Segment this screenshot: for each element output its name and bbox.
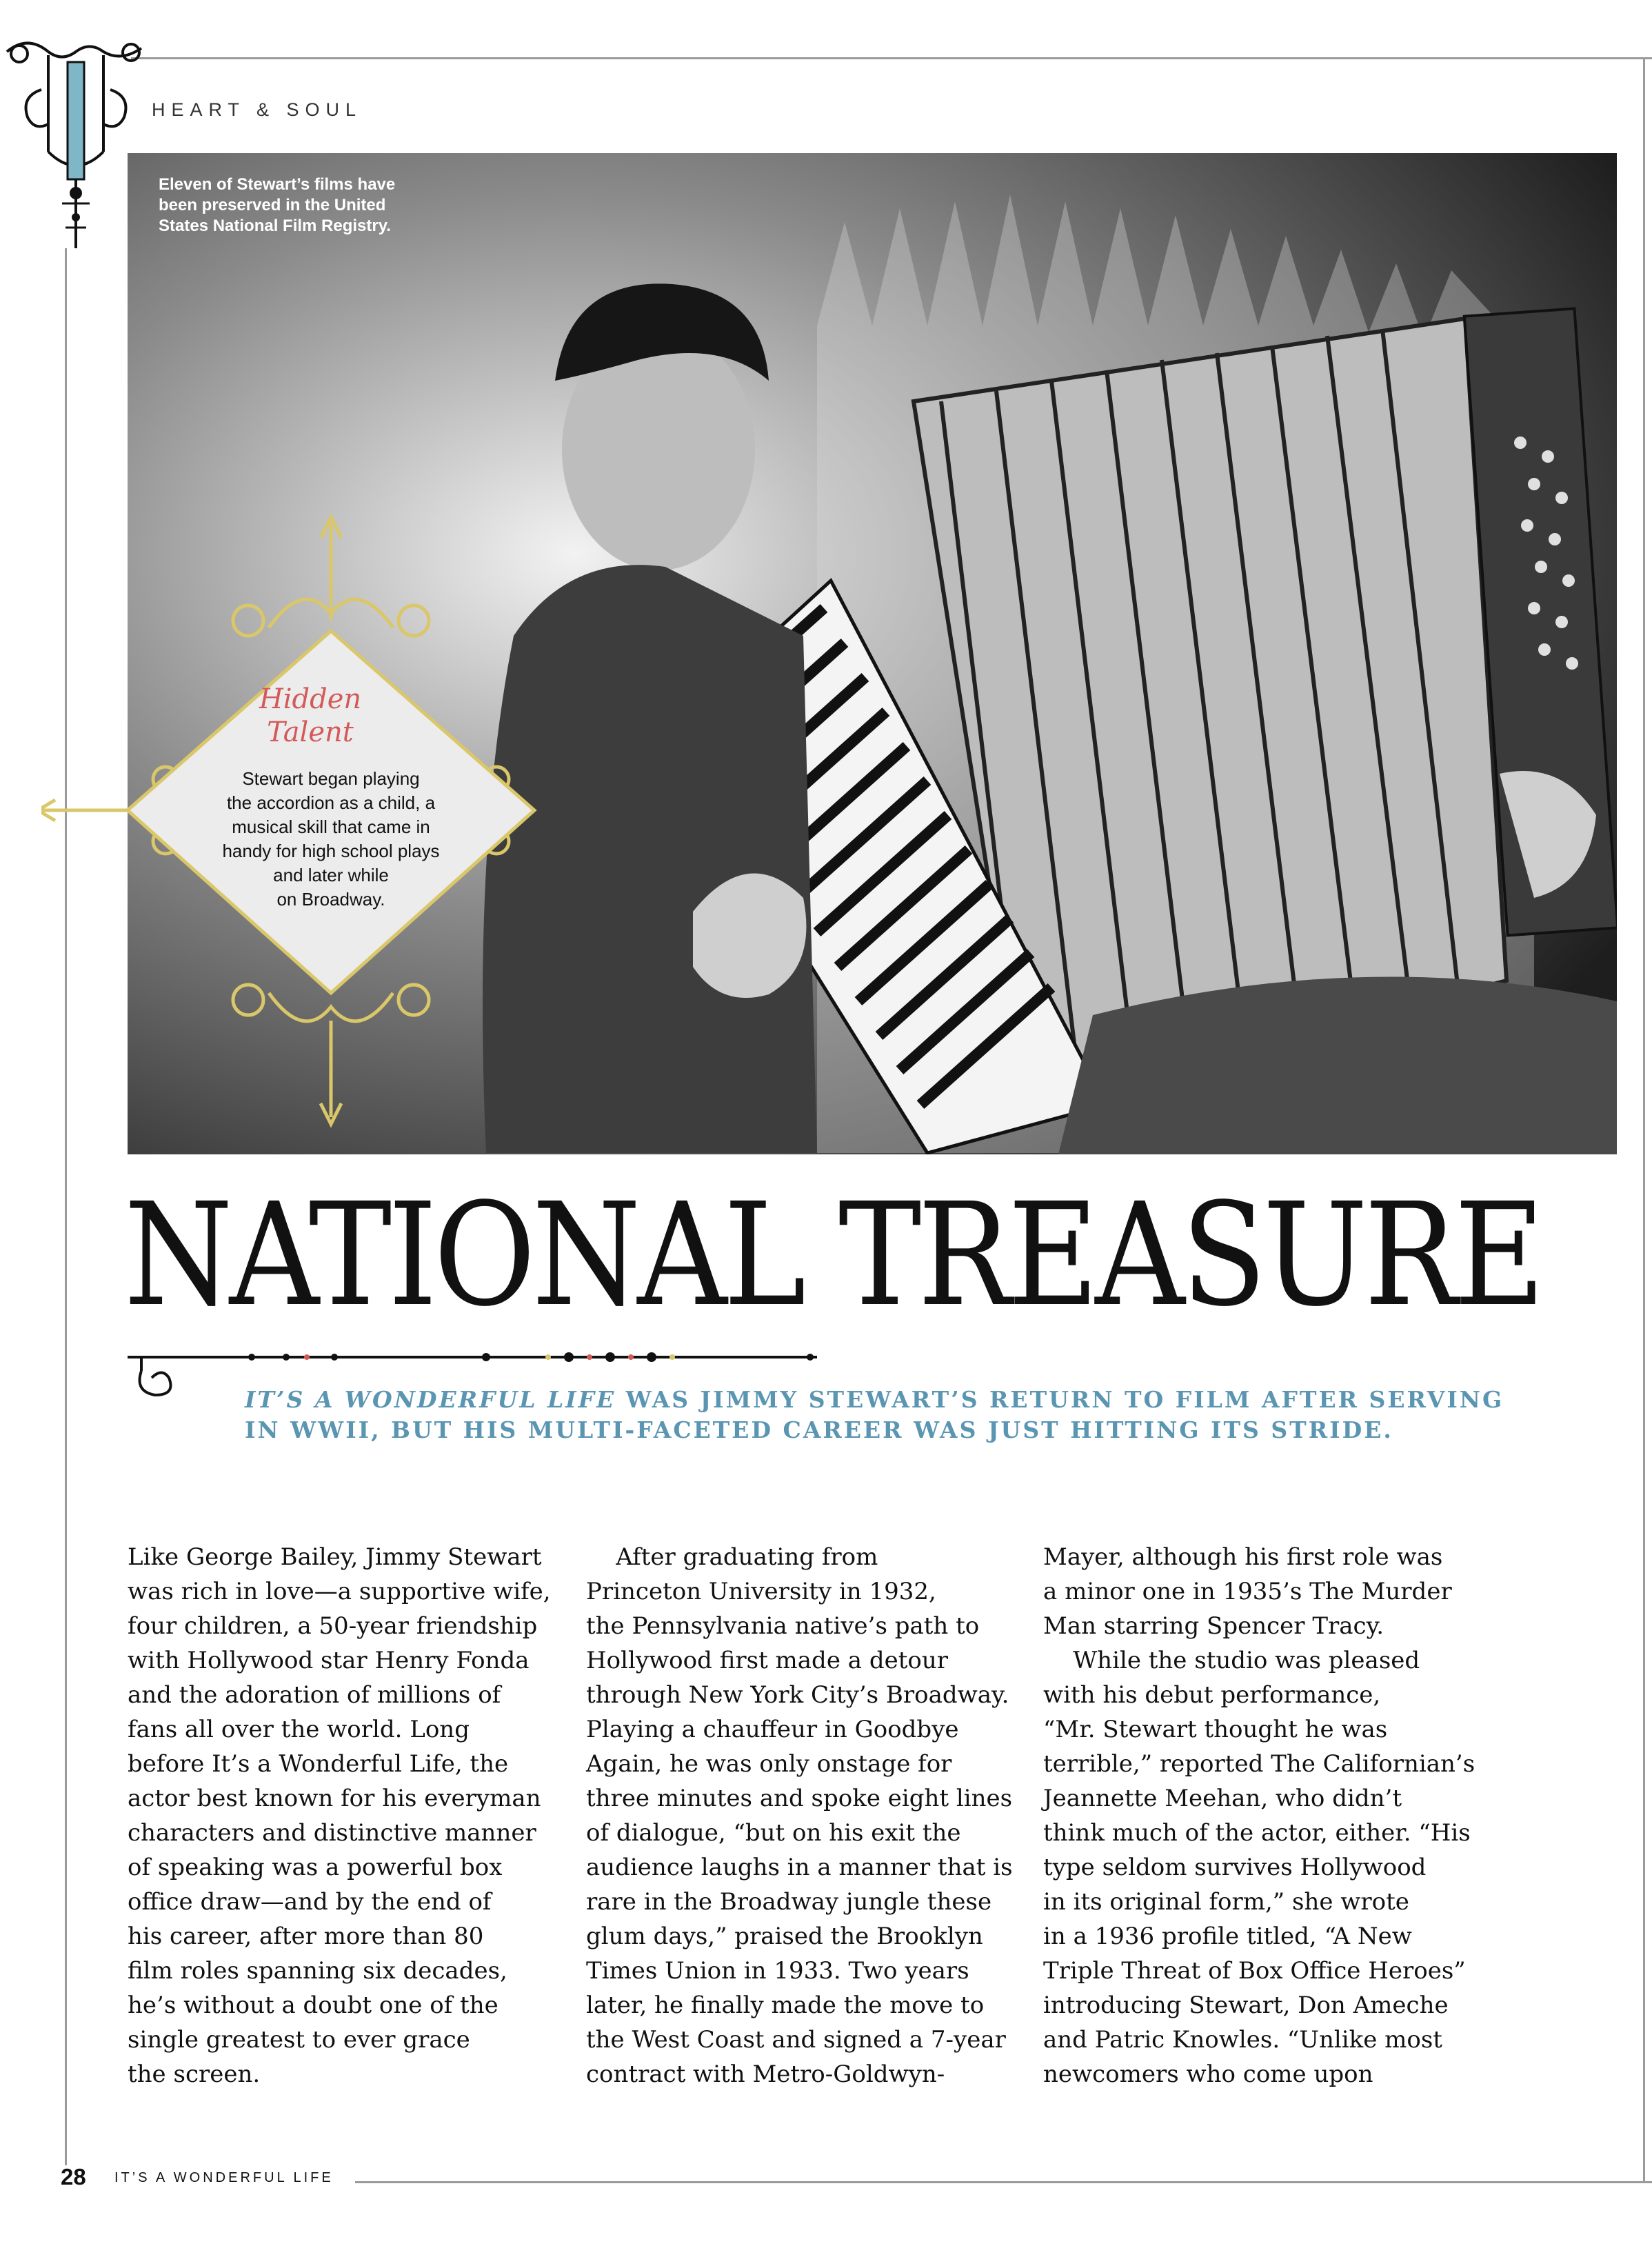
body-line: While the studio was pleased [1043, 1647, 1420, 1674]
body-line: type seldom survives Hollywood [1043, 1854, 1427, 1881]
bottom-rule [355, 2181, 1652, 2183]
body-line: Jeannette Meehan, who didn’t [1043, 1785, 1402, 1812]
body-line: introducing Stewart, Don Ameche [1043, 1992, 1449, 2019]
folio-title: IT’S A WONDERFUL LIFE [114, 2170, 334, 2185]
body-line: and the adoration of millions of [128, 1681, 501, 1709]
body-line: “Mr. Stewart thought he was [1043, 1716, 1388, 1743]
body-line: Man starring Spencer Tracy. [1043, 1612, 1384, 1640]
photo-caption: Eleven of Stewart’s films have been preserved in the United States National Film Registry. [159, 175, 396, 235]
body-line: Times Union in 1933. Two years [586, 1957, 969, 1985]
sidebar-title [207, 683, 414, 749]
sidebar-text-line: musical skill that came in [232, 816, 430, 837]
body-line: with his debut performance, [1043, 1681, 1381, 1709]
body-line: through New York City’s Broadway. [586, 1681, 1009, 1709]
body-line: later, he finally made the move to [586, 1992, 985, 2019]
body-column-3 [1043, 1540, 1475, 2092]
body-line: Princeton University in 1932, [586, 1578, 936, 1605]
body-line: rare in the Broadway jungle these [586, 1888, 992, 1916]
body-line: before It’s a Wonderful Life, the [128, 1750, 509, 1778]
deck [245, 1385, 1541, 1445]
body-line: film roles spanning six decades, [128, 1957, 507, 1985]
body-line: the West Coast and signed a 7-year [586, 2026, 1006, 2054]
body-line: glum days,” praised the Brooklyn [586, 1923, 983, 1950]
body-line: a minor one in 1935’s The Murder [1043, 1578, 1452, 1605]
body-line: terrible,” reported The Californian’s [1043, 1750, 1475, 1778]
body-line: was rich in love—a supportive wife, [128, 1578, 551, 1605]
top-rule [131, 57, 1652, 59]
body-column-1 [128, 1540, 555, 2092]
body-line: newcomers who come upon [1043, 2060, 1373, 2088]
body-line: actor best known for his everyman [128, 1785, 541, 1812]
body-line: contract with Metro-Goldwyn- [586, 2060, 945, 2088]
body-line: of dialogue, “but on his exit the [586, 1819, 961, 1847]
sidebar-text-line: the accordion as a child, a [226, 792, 436, 813]
sidebar-text-line: handy for high school plays [222, 841, 440, 861]
sidebar-text [193, 767, 469, 912]
body-line: four children, a 50-year friendship [128, 1612, 538, 1640]
body-line: he’s without a doubt one of the [128, 1992, 498, 2019]
body-line: characters and distinctive manner [128, 1819, 536, 1847]
sidebar-text-line: and later while [273, 865, 389, 885]
body-line: of speaking was a powerful box [128, 1854, 503, 1881]
headline: NATIONAL TREASURE [124, 1172, 1542, 1338]
body-line: office draw—and by the end of [128, 1888, 492, 1916]
body-line: the Pennsylvania native’s path to [586, 1612, 980, 1640]
body-line: his career, after more than 80 [128, 1923, 484, 1950]
body-line: think much of the actor, either. “His [1043, 1819, 1471, 1847]
body-line: three minutes and spoke eight lines [586, 1785, 1013, 1812]
section-label: HEART & SOUL [152, 99, 363, 120]
body-line: Mayer, although his first role was [1043, 1543, 1443, 1571]
body-line: Triple Threat of Box Office Heroes” [1043, 1957, 1466, 1985]
body-line: audience laughs in a manner that is [586, 1854, 1013, 1881]
body-line: single greatest to ever grace [128, 2026, 470, 2054]
body-line: Again, he was only onstage for [586, 1750, 952, 1778]
page-number: 28 [61, 2164, 86, 2189]
deck-italic: IT’S A WONDERFUL LIFE [245, 1386, 616, 1413]
body-line: and Patric Knowles. “Unlike most [1043, 2026, 1442, 2054]
sidebar-title-line: Talent [267, 716, 354, 748]
sidebar-title-line: Hidden [259, 683, 362, 715]
sidebar-text-line: Stewart began playing [242, 768, 420, 789]
body-line: Hollywood first made a detour [586, 1647, 948, 1674]
body-line: fans all over the world. Long [128, 1716, 470, 1743]
body-column-2 [586, 1540, 1014, 2092]
body-line: After graduating from [586, 1543, 878, 1571]
body-line: the screen. [128, 2060, 261, 2088]
body-line: in a 1936 profile titled, “A New [1043, 1923, 1412, 1950]
body-line: Like George Bailey, Jimmy Stewart [128, 1543, 542, 1571]
body-line: with Hollywood star Henry Fonda [128, 1647, 530, 1674]
sidebar-text-line: on Broadway. [276, 889, 385, 910]
right-rule [1643, 57, 1645, 2181]
deck-rest: WAS JIMMY STEWART’S RETURN TO FILM AFTER SERVING IN WWII, BUT HIS MULTI-FACETED CAREER WAS JUST HITTING ITS STRIDE. [245, 1386, 1504, 1443]
body-line: in its original form,” she wrote [1043, 1888, 1409, 1916]
body-line: Playing a chauffeur in Goodbye [586, 1716, 959, 1743]
